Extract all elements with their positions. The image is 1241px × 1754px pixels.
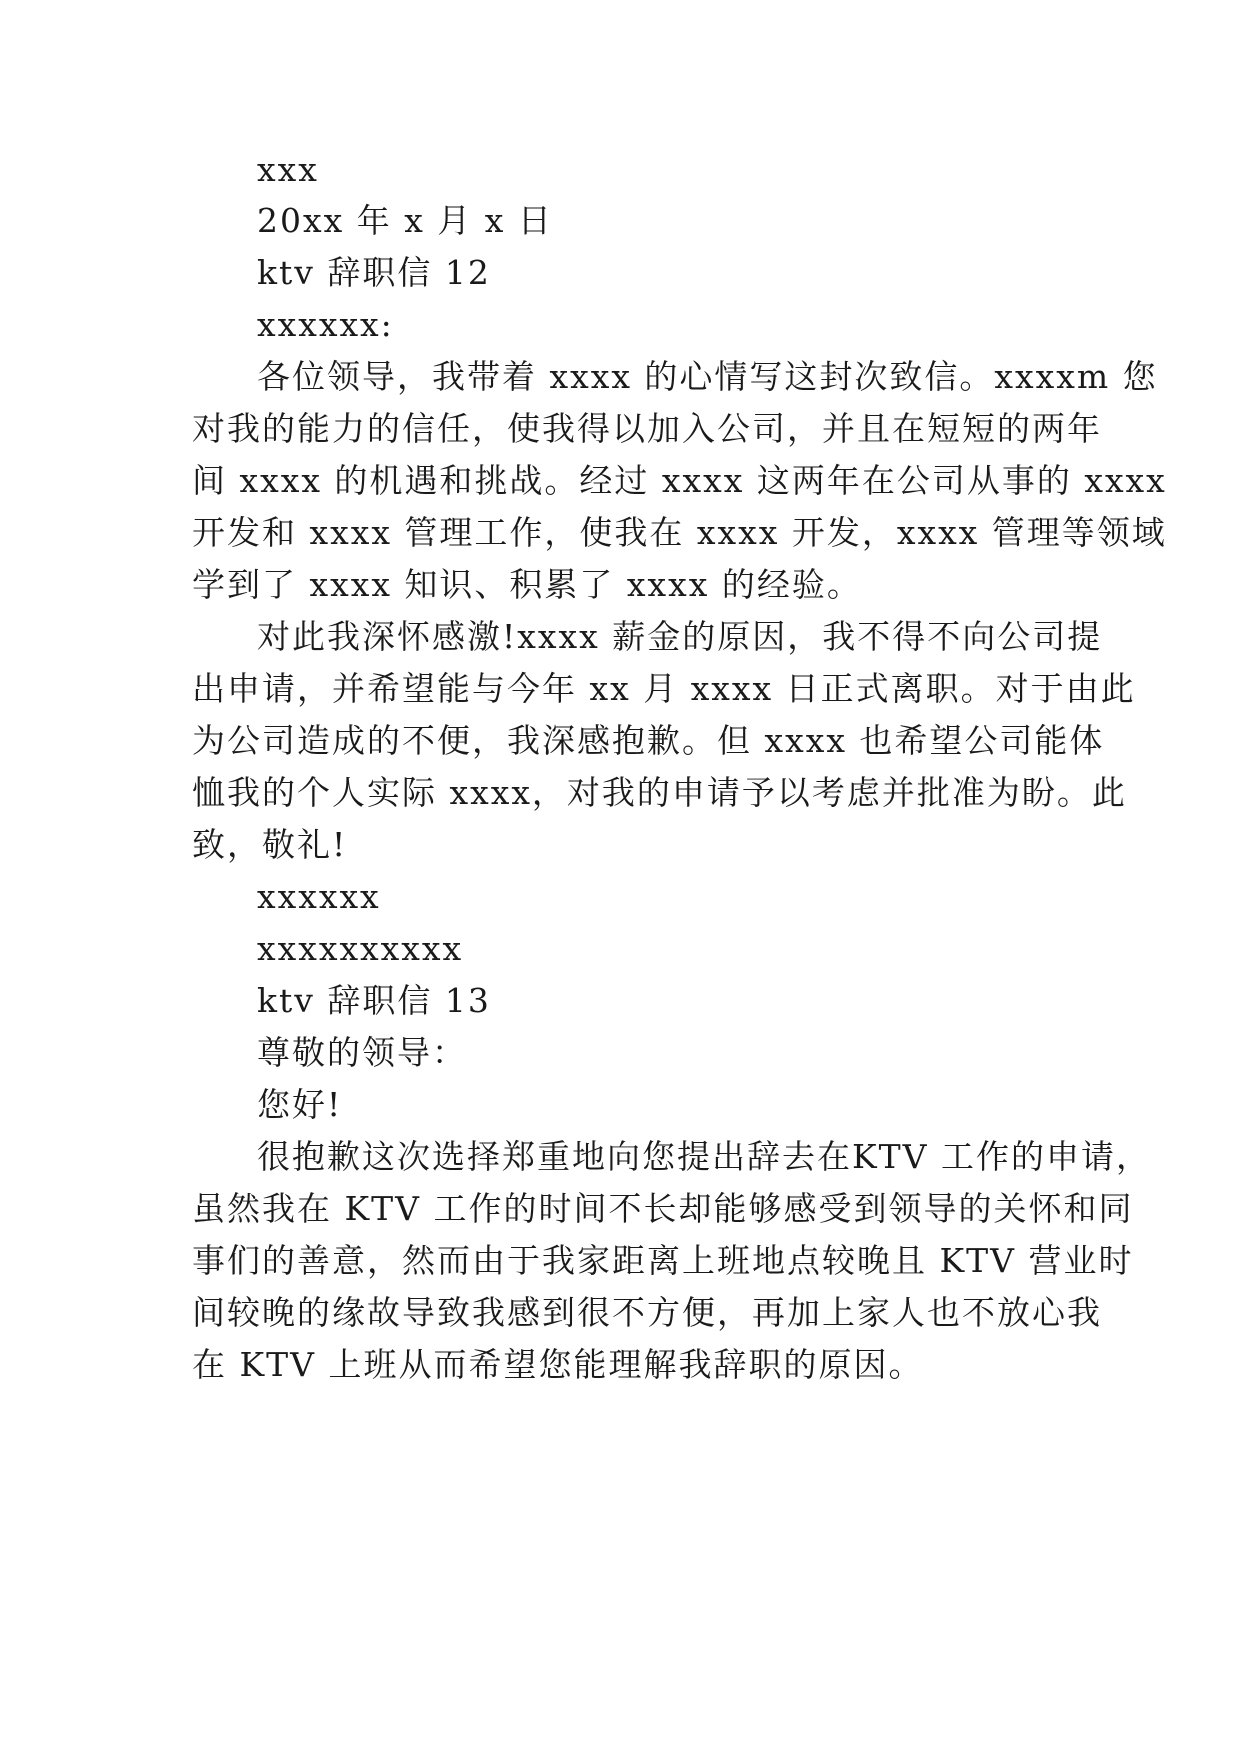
letter-heading-12: ktv 辞职信 12 [257, 253, 491, 292]
paragraph-2-line: 致，敬礼! [192, 825, 348, 864]
salutation: 尊敬的领导： [257, 1033, 467, 1072]
paragraph-1-line: 间 xxxx 的机遇和挑战。经过 xxxx 这两年在公司从事的 xxxx [192, 461, 1167, 500]
closing-signature: xxxxxx [257, 877, 381, 916]
paragraph-2-line: 恤我的个人实际 xxxx，对我的申请予以考虑并批准为盼。此 [192, 773, 1127, 812]
closing-date: xxxxxxxxxx [257, 929, 464, 968]
paragraph-3-line: 间较晚的缘故导致我感到很不方便，再加上家人也不放心我 [192, 1293, 1102, 1332]
greeting: 您好! [257, 1085, 343, 1124]
paragraph-3-line: 虽然我在 KTV 工作的时间不长却能够感受到领导的关怀和同 [192, 1189, 1134, 1228]
letter-heading-13: ktv 辞职信 13 [257, 981, 491, 1020]
paragraph-1-line: 各位领导，我带着 xxxx 的心情写这封次致信。xxxxm 您 [257, 357, 1158, 396]
paragraph-3-line: 在 KTV 上班从而希望您能理解我辞职的原因。 [192, 1345, 924, 1384]
paragraph-2-line: 出申请，并希望能与今年 xx 月 xxxx 日正式离职。对于由此 [192, 669, 1136, 708]
paragraph-2-line: 对此我深怀感激!xxxx 薪金的原因，我不得不向公司提 [257, 617, 1103, 656]
paragraph-1-line: 开发和 xxxx 管理工作，使我在 xxxx 开发，xxxx 管理等领域 [192, 513, 1167, 552]
signature-name: xxx [257, 150, 319, 189]
paragraph-3-line: 事们的善意，然而由于我家距离上班地点较晚且 KTV 营业时 [192, 1241, 1134, 1280]
paragraph-2-line: 为公司造成的不便，我深感抱歉。但 xxxx 也希望公司能体 [192, 721, 1105, 760]
paragraph-1-line: 学到了 xxxx 知识、积累了 xxxx 的经验。 [192, 565, 862, 604]
salutation: xxxxxx: [257, 305, 394, 344]
letter-date: 20xx 年 x 月 x 日 [257, 201, 553, 240]
paragraph-1-line: 对我的能力的信任，使我得以加入公司，并且在短短的两年 [192, 409, 1102, 448]
paragraph-3-line: 很抱歉这次选择郑重地向您提出辞去在KTV 工作的申请， [257, 1137, 1151, 1176]
